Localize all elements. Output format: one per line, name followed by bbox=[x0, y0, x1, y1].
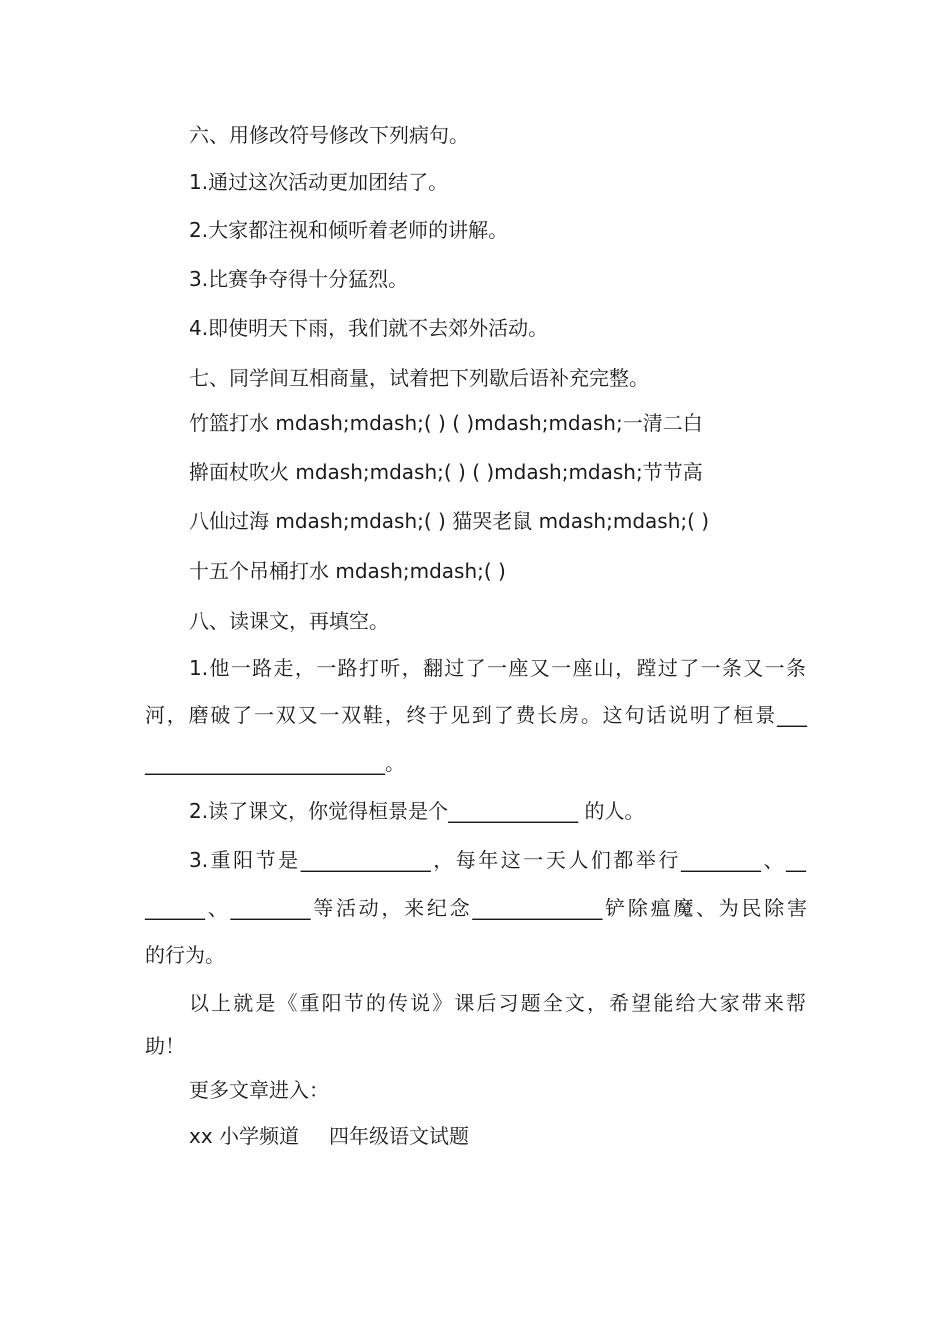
section-7-heading: 七、同学间互相商量，试着把下列歇后语补充完整。 bbox=[189, 366, 649, 390]
section-7-item-1: 竹篮打水 mdash;mdash;( ) ( )mdash;mdash;一清二白 bbox=[189, 411, 703, 435]
section-8-heading: 八、读课文，再填空。 bbox=[189, 609, 389, 633]
section-6-item-1: 1.通过这次活动更加团结了。 bbox=[189, 170, 449, 194]
link-grade4-chinese-tests[interactable]: 四年级语文试题 bbox=[329, 1124, 470, 1148]
section-8-q1-line-1: 1.他一路走，一路打听，翻过了一座又一座山，蹚过了一条又一条 bbox=[189, 656, 806, 680]
link-primary-school-channel[interactable]: xx 小学频道 bbox=[189, 1124, 300, 1148]
closing-line-2: 助！ bbox=[145, 1034, 185, 1058]
section-8-q1-line-2: 河，磨破了一双又一双鞋，终于见到了费长房。这句话说明了桓景___ bbox=[145, 703, 807, 727]
section-8-q3-line-1: 3.重阳节是_____________，每年这一天人们都举行________、__ bbox=[189, 848, 806, 872]
section-8-q2: 2.读了课文，你觉得桓景是个_____________ 的人。 bbox=[189, 799, 645, 823]
section-6-item-2: 2.大家都注视和倾听着老师的讲解。 bbox=[189, 218, 509, 242]
links-row bbox=[189, 1122, 469, 1150]
section-7-item-3: 八仙过海 mdash;mdash;( ) 猫哭老鼠 mdash;mdash;( ) bbox=[189, 509, 710, 533]
more-articles-label: 更多文章进入： bbox=[189, 1078, 329, 1102]
section-7-item-2: 擀面杖吹火 mdash;mdash;( ) ( )mdash;mdash;节节高 bbox=[189, 460, 703, 484]
closing-line-1: 以上就是《重阳节的传说》课后习题全文，希望能给大家带来帮 bbox=[189, 991, 806, 1015]
section-6-heading: 六、用修改符号修改下列病句。 bbox=[189, 123, 469, 147]
section-8-q3-line-2: ______、________等活动，来纪念_____________铲除瘟魔、为民除害 bbox=[145, 896, 807, 920]
section-6-item-3: 3.比赛争夺得十分猛烈。 bbox=[189, 267, 409, 291]
section-6-item-4: 4.即使明天下雨，我们就不去郊外活动。 bbox=[189, 316, 549, 340]
section-8-q3-line-3: 的行为。 bbox=[145, 943, 225, 967]
section-7-item-4: 十五个吊桶打水 mdash;mdash;( ) bbox=[189, 559, 506, 583]
section-8-q1-line-3: ________________________。 bbox=[145, 751, 405, 775]
